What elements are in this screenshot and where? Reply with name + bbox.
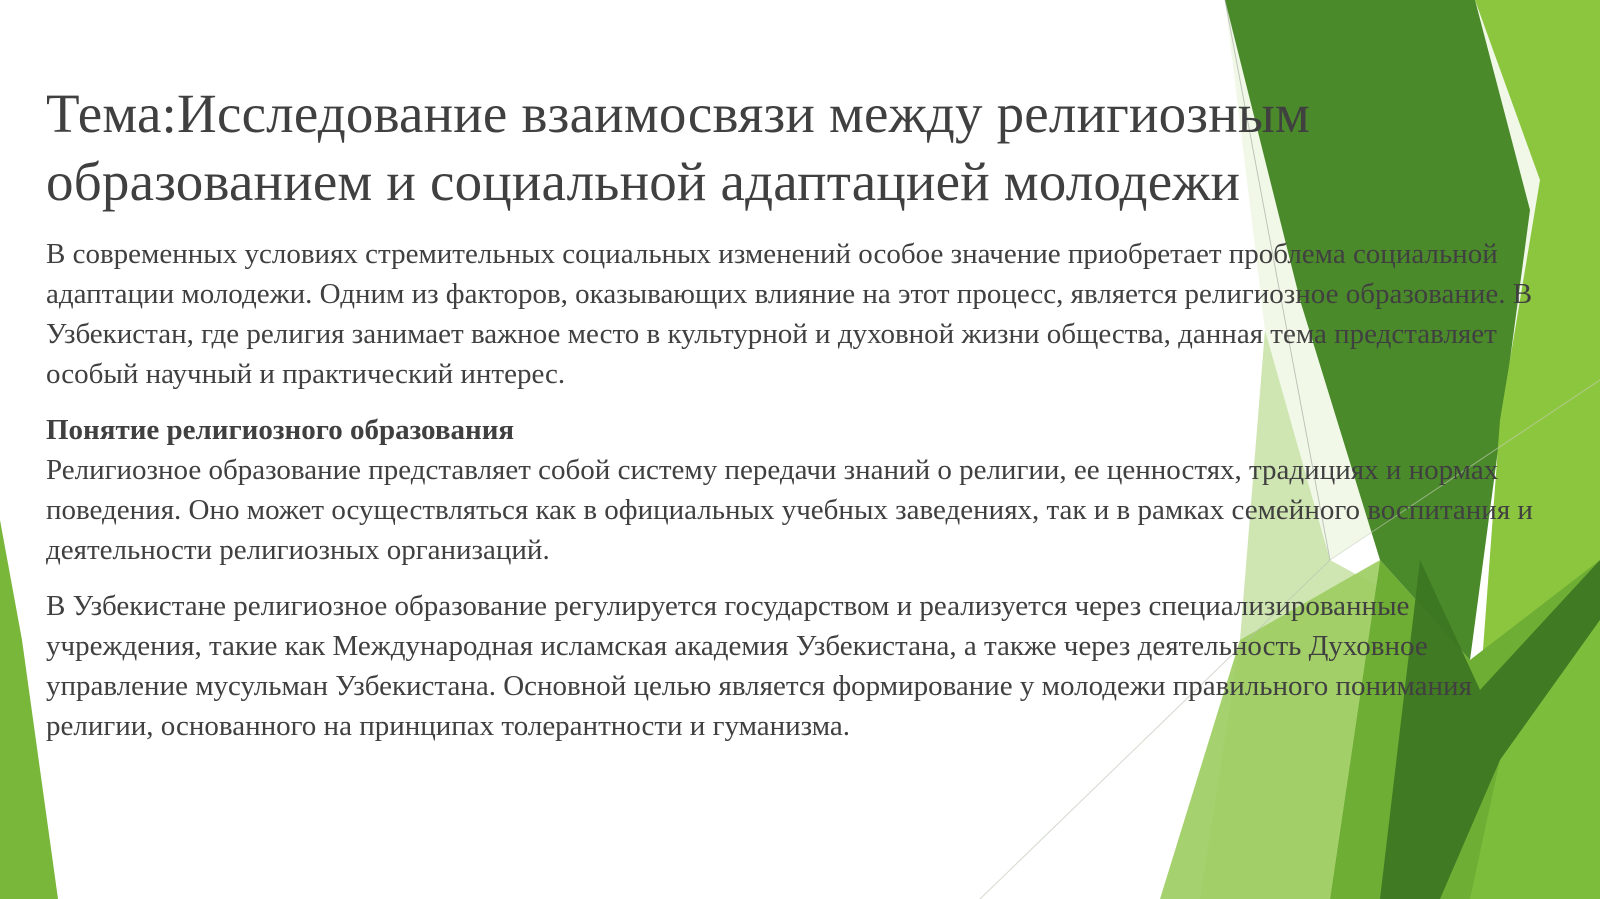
concept-text: Религиозное образование представляет собой систему передачи знаний о религии, ее ценностях, традициях и нормах поведения. Оно может осуществляться как в официальных учебных заведениях, так и в рамках семейного воспитания и деятельности религиозных организаций.: [46, 454, 1533, 566]
intro-paragraph: В современных условиях стремительных социальных изменений особое значение приобретает проблема социальной адаптации молодежи. Одним из факторов, оказывающих влияние на этот процесс, является религиозное образование. В Узбекистан, где религия занимает важное место в культурной и духовной жизни общества, данная тема представляет особый научный и практический интерес.: [46, 238, 1533, 390]
slide-title: Тема:Исследование взаимосвязи между религиозным образованием и социальной адаптацией молодежи: [46, 83, 1311, 212]
uzbekistan-paragraph: В Узбекистане религиозное образование регулируется государством и реализуется через специализированные учреждения, такие как Международная исламская академия Узбекистана, а также через деятельность Духовное управление мусульман Узбекистана. Основной целью является формирование у молодежи правильного понимания религии, основанного на принципах толерантности и гуманизма.: [46, 590, 1472, 742]
slide-body: [46, 234, 1556, 746]
concept-paragraph: [46, 410, 1556, 570]
concept-heading: Понятие религиозного образования: [46, 414, 515, 446]
